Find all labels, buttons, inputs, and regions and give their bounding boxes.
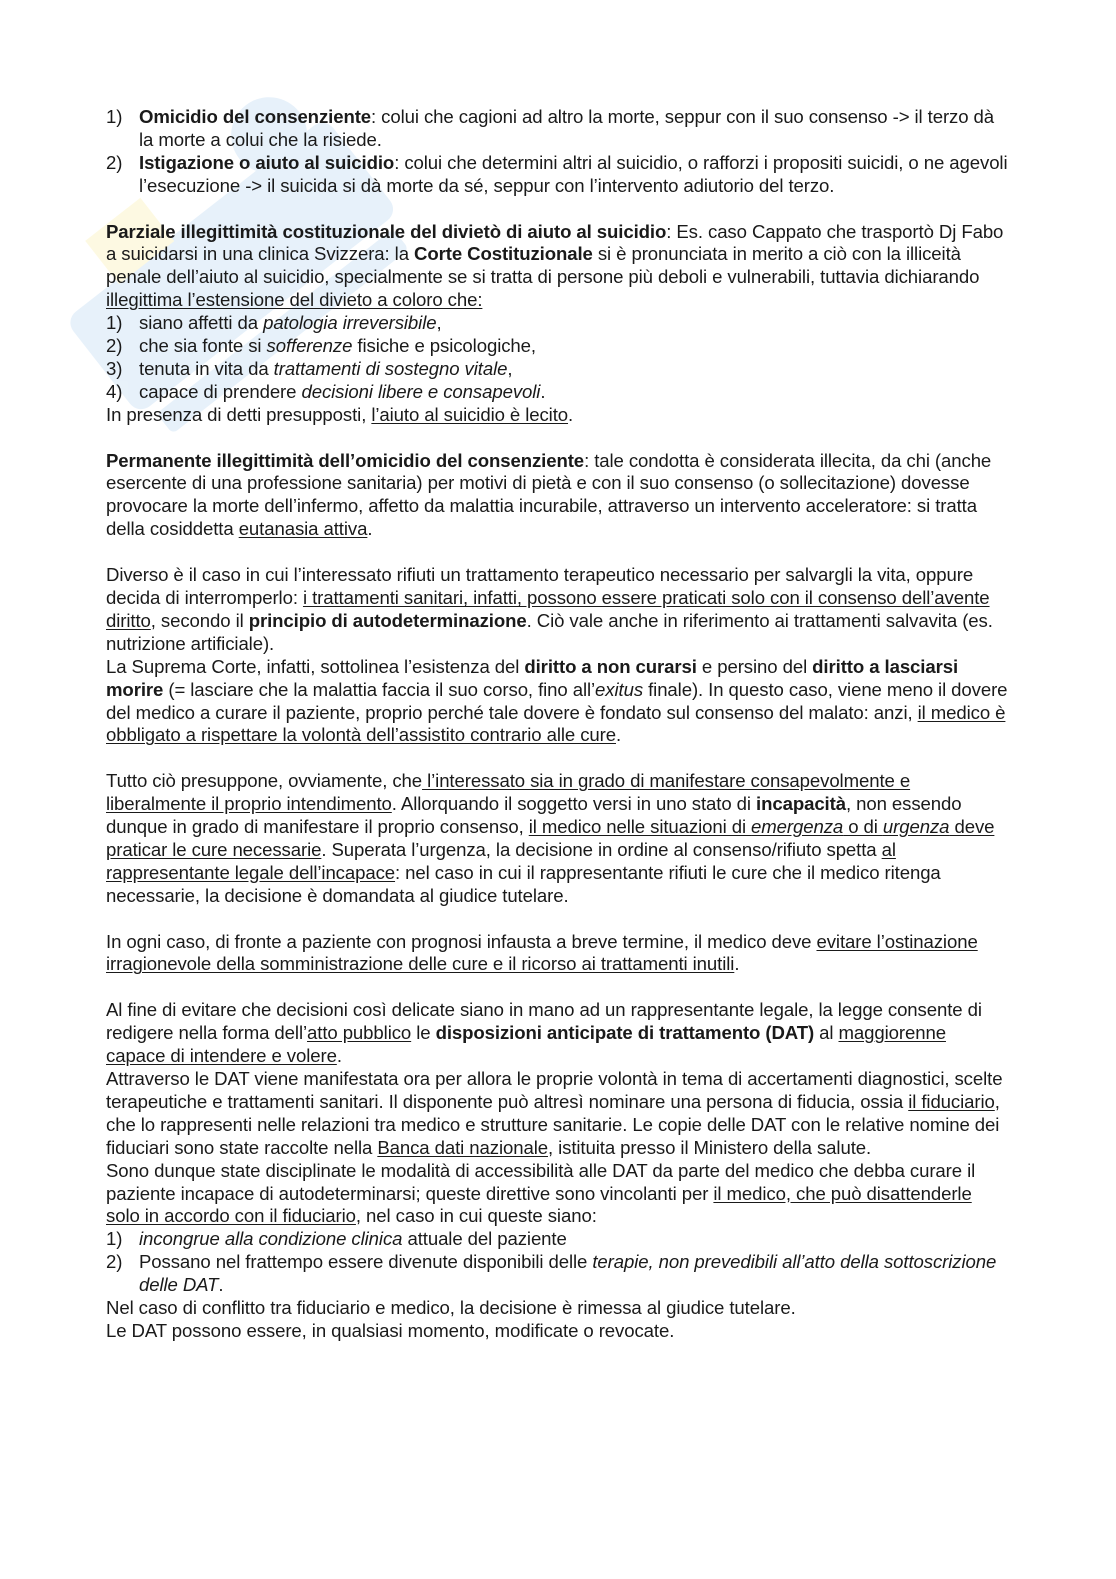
list-item: 2) Possano nel frattempo essere divenute disponibili delle terapie, non prevedibili all’atto della sottoscrizione delle DAT. [106, 1251, 997, 1296]
paragraph-partial-illegitimacy: Parziale illegittimità costituzionale del divietò di aiuto al suicidio: Es. caso Cappato che trasportò Dj Fabo a suicidarsi in una clinica Svizzera: la Corte Costituzionale si è pronunciata in merito a ciò con la illiceità penale dell’aiuto al suicidio, specialmente se si tratta di persone più deboli e vulnerabili, tuttavia dichiarando illegittima l’estensione del divieto a coloro che: [106, 220, 1004, 311]
list-item: 1) incongrue alla condizione clinica attuale del paziente [106, 1228, 567, 1250]
conditions-list [106, 312, 1010, 404]
paragraph-directives: Sono dunque state disciplinate le modalità di accessibilità alle DAT da parte del medico che debba curare il paziente incapace di autodeterminarsi; queste direttive sono vincolanti per il medico, che può disattenderle solo in accordo con il fiduciario, nel caso in cui queste siano: [106, 1159, 976, 1227]
paragraph-lawful: In presenza di detti presupposti, l’aiuto al suicidio è lecito. [106, 403, 574, 425]
list-item: 1) Omicidio del consenziente: colui che cagioni ad altro la morte, seppur con il suo consenso -> il terzo dà la morte a colui che la risiede. [106, 106, 995, 150]
paragraph-permanent-illegitimacy: Permanente illegittimità dell’omicidio del consenziente: tale condotta è considerata illecita, da chi (anche esercente di una professione sanitaria) per motivi di pietà e con il suo consenso (o sollecitazione) dovesse provocare la morte dell’infermo, affetto da malattia incurabile, attraverso un intervento acceleratore: si tratta della cosiddetta eutanasia attiva. [106, 449, 992, 540]
document-body [106, 106, 1010, 1343]
paragraph-refusal: Diverso è il caso in cui l’interessato rifiuti un trattamento terapeutico necessario per salvargli la vita, oppure decida di interromperlo: i trattamenti sanitari, infatti, possono essere praticati solo con il consenso dell’avente diritto, secondo il principio di autodeterminazione. Ciò vale anche in riferimento ai trattamenti salvavita (es. nutrizione artificiale). [106, 564, 993, 654]
list-item: 4) capace di prendere decisioni libere e consapevoli. [106, 380, 546, 402]
list-item: 2) Istigazione o aiuto al suicidio: colui che determini altri al suicidio, o rafforzi i propositi suicidi, o ne agevoli l’esecuzione -> il suicida si dà morte da sé, seppur con l’intervento adiutorio del terzo. [106, 151, 1008, 196]
paragraph-prognosis: In ogni caso, di fronte a paziente con prognosi infausta a breve termine, il medico deve evitare l’ostinazione irragionevole della somministrazione delle cure e il ricorso ai trattamenti inutili. [106, 930, 978, 975]
list-item: 3) tenuta in vita da trattamenti di sostegno vitale, [106, 357, 513, 379]
paragraph-dat: Al fine di evitare che decisioni così delicate siano in mano ad un rappresentante legale, la legge consente di redigere nella forma dell’atto pubblico le disposizioni anticipate di trattamento (DAT) al maggiorenne capace di intendere e volere. [106, 999, 982, 1067]
crime-list [106, 106, 1010, 198]
paragraph-fiduciary: Attraverso le DAT viene manifestata ora per allora le proprie volontà in tema di accertamenti diagnostici, scelte terapeutiche e trattamenti sanitari. Il disponente può altresì nominare una persona di fiducia, ossia il fiduciario, che lo rappresenti nelle relazioni tra medico e strutture sanitarie. Le copie delle DAT con le relative nomine dei fiduciari sono state raccolte nella Banca dati nazionale, istituita presso il Ministero della salute. [106, 1067, 1003, 1158]
paragraph-supreme-court: La Suprema Corte, infatti, sottolinea l’esistenza del diritto a non curarsi e persino del diritto a lasciarsi morire (= lasciare che la malattia faccia il suo corso, fino all’exitus finale). In questo caso, viene meno il dovere del medico a curare il paziente, proprio perché tale dovere è fondato sul consenso del malato: anzi, il medico è obbligato a rispettare la volontà dell’assistito contrario alle cure. [106, 655, 1008, 746]
paragraph-conflict: Nel caso di conflitto tra fiduciario e medico, la decisione è rimessa al giudice tutelare. [106, 1297, 796, 1319]
paragraph-revocation: Le DAT possono essere, in qualsiasi momento, modificate o revocate. [106, 1319, 675, 1341]
term-bold: Omicidio del consenziente [139, 106, 372, 127]
term-bold: Istigazione o aiuto al suicidio [139, 151, 395, 173]
list-item: 2) che sia fonte si sofferenze fisiche e psicologiche, [106, 335, 536, 357]
exceptions-list [106, 1228, 1010, 1297]
paragraph-incapacity: Tutto ciò presuppone, ovviamente, che l’interessato sia in grado di manifestare consapevolmente e liberalmente il proprio intendimento. Allorquando il soggetto versi in uno stato di incapacità, non essendo dunque in grado di manifestare il proprio consenso, il medico nelle situazioni di emergenza o di urgenza deve praticar le cure necessarie. Superata l’urgenza, la decisione in ordine al consenso/rifiuto spetta al rappresentante legale dell’incapace: nel caso in cui il rappresentante rifiuti le cure che il medico ritenga necessarie, la decisione è domandata al giudice tutelare. [106, 770, 995, 906]
list-item: 1) siano affetti da patologia irreversibile, [106, 312, 442, 334]
